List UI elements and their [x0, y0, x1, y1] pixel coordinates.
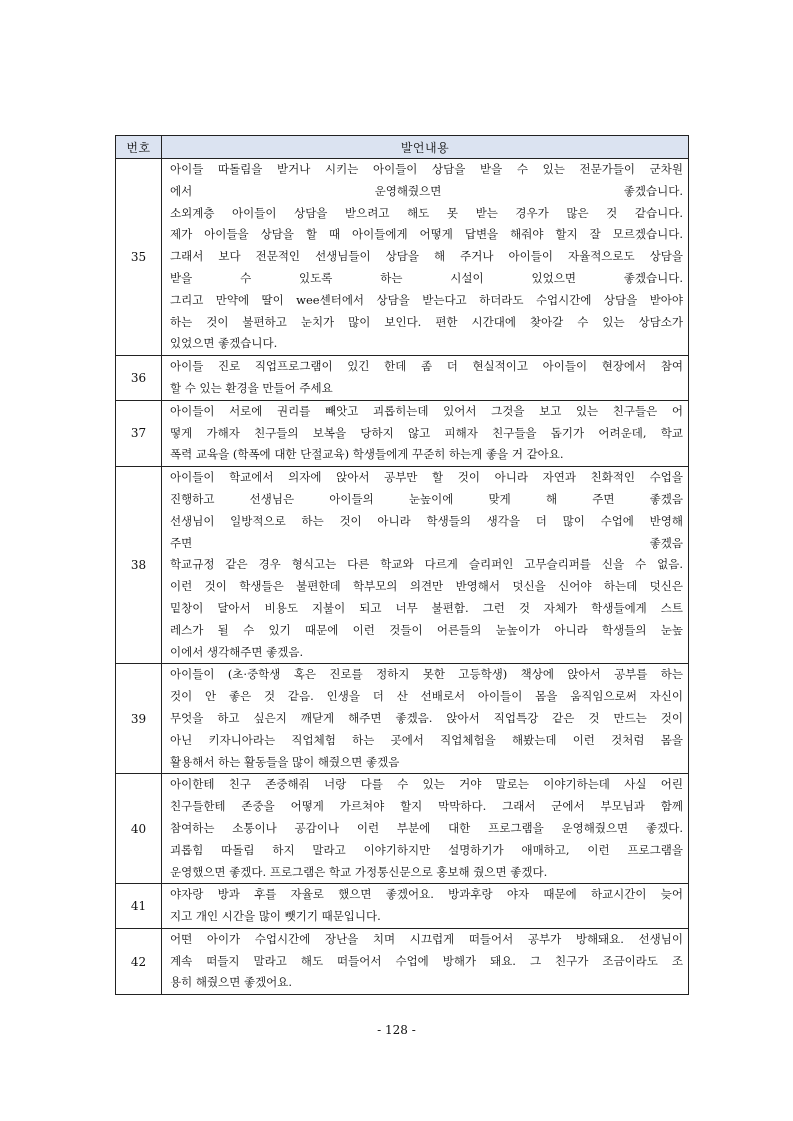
content-line: 아이들 진로 직업프로그램이 있긴 한데 좀 더 현실적이고 아이들이 현장에서 참여 — [170, 359, 683, 374]
table-body — [116, 159, 689, 995]
content-line: 밑창이 달아서 비용도 지불이 되고 너무 불편함. 그런 것 자체가 학생들에게 스트 — [170, 600, 683, 615]
content-line: 할 수 있는 환경을 만들어 주세요 — [170, 380, 333, 395]
content-line: 있었으면 좋겠습니다. — [170, 336, 278, 351]
content-line: 친구들한테 존중을 어떻게 가르쳐야 할지 막막하다. 그래서 군에서 부모님과 함께 — [170, 799, 683, 814]
content-line: 어떤 아이가 수업시간에 장난을 치며 시끄럽게 떠들어서 공부가 방해돼요. 선생님이 — [170, 931, 683, 946]
header-number: 번호 — [116, 136, 162, 159]
content-line: 아이들이 서로에 권리를 빼앗고 괴롭히는데 있어서 그것을 보고 있는 친구들은 어 — [170, 403, 683, 418]
content-line: 참여하는 소통이나 공감이나 이런 부분에 대한 프로그램을 운영해줬으면 좋겠다. — [170, 820, 683, 835]
row-number: 42 — [116, 928, 162, 994]
content-line: 하는 것이 불편하고 눈치가 많이 보인다. 편한 시간대에 찾아갈 수 있는 상담소가 — [170, 314, 683, 329]
table-row — [116, 467, 689, 664]
content-line: 받을 수 있도록 하는 시설이 있었으면 좋겠습니다. — [170, 270, 683, 285]
content-line: 폭력 교육을 (학폭에 대한 단절교육) 학생들에게 꾸준히 하는게 좋을 거 같아요. — [170, 447, 564, 462]
table-row — [116, 928, 689, 994]
table-row — [116, 400, 689, 466]
row-number: 39 — [116, 664, 162, 774]
row-content — [162, 400, 689, 466]
content-line: 그래서 보다 전문적인 선생님들이 상담을 해 주거나 아이들이 자율적으로도 상담을 — [170, 249, 683, 264]
content-line: 제가 아이들을 상담을 할 때 아이들에게 어떻게 답변을 해줘야 할지 잘 모르겠습니다. — [170, 227, 683, 242]
row-content — [162, 774, 689, 884]
row-content — [162, 664, 689, 774]
content-line: 지고 개인 시간을 많이 뺏기기 때문입니다. — [170, 909, 381, 924]
content-line: 아이들이 학교에서 의자에 앉아서 공부만 할 것이 아니라 자연과 친화적인 수업을 — [170, 470, 683, 485]
row-content — [162, 159, 689, 356]
page-number: - 128 - — [377, 1023, 416, 1037]
table-row — [116, 159, 689, 356]
content-line: 아이들이 (초·중학생 혹은 진로를 정하지 못한 고등학생) 책상에 앉아서 공부를 하는 — [170, 667, 683, 682]
content-line: 야자랑 방과 후를 자율로 했으면 좋겠어요. 방과후랑 야자 때문에 하교시간이 늦어 — [170, 887, 683, 902]
content-line: 떻게 가해자 친구들의 보복을 당하지 않고 피해자 친구들을 돕기가 어려운데, 학교 — [170, 425, 683, 440]
content-line: 이런 것이 학생들은 불편한데 학부모의 의견만 반영해서 덧신을 신어야 하는데 덧신은 — [170, 579, 683, 594]
row-number: 38 — [116, 467, 162, 664]
content-line: 소외계층 아이들이 상담을 받으려고 해도 못 받는 경우가 많은 것 같습니다. — [170, 205, 683, 220]
row-number: 41 — [116, 884, 162, 929]
row-content — [162, 356, 689, 401]
content-line: 선생님이 일방적으로 하는 것이 아니라 학생들의 생각을 더 많이 수업에 반영해 — [170, 513, 683, 528]
table-row — [116, 356, 689, 401]
row-content — [162, 467, 689, 664]
row-content — [162, 928, 689, 994]
content-line: 아이들 따돌림을 받거나 시키는 아이들이 상담을 받을 수 있는 전문가들이 군차원 — [170, 162, 683, 176]
header-content: 발언내용 — [162, 136, 689, 159]
row-number: 36 — [116, 356, 162, 401]
table-row — [116, 884, 689, 929]
content-line: 이에서 생각해주면 좋겠음. — [170, 644, 304, 659]
row-number: 35 — [116, 159, 162, 356]
content-line: 괴롭힘 따돌림 하지 말라고 이야기하지만 설명하기가 애매하고, 이런 프로그램을 — [170, 842, 683, 857]
content-line: 그리고 만약에 딸이 wee센터에서 상담을 받는다고 하더라도 수업시간에 상담을 받아야 — [170, 292, 683, 307]
content-line: 에서 운영해줬으면 좋겠습니다. — [170, 183, 683, 198]
table-row — [116, 774, 689, 884]
table-header-row — [116, 136, 689, 159]
content-line: 주면 좋겠음 — [170, 535, 683, 550]
row-number: 37 — [116, 400, 162, 466]
content-line: 활용해서 하는 활동들을 많이 해줬으면 좋겠음 — [170, 754, 400, 769]
content-line: 용히 해줬으면 좋겠어요. — [170, 975, 293, 990]
content-line: 계속 떠들지 말라고 해도 떠들어서 수업에 방해가 돼요. 그 친구가 조금이라도 조 — [170, 953, 683, 968]
content-line: 무엇을 하고 싶은지 깨닫게 해주면 좋겠음. 앉아서 직업특강 같은 것 만드는 것이 — [170, 710, 683, 725]
row-content — [162, 884, 689, 929]
table-row — [116, 664, 689, 774]
row-number: 40 — [116, 774, 162, 884]
content-line: 진행하고 선생님은 아이들의 눈높이에 맞게 해 주면 좋겠음 — [170, 491, 683, 506]
comments-table — [115, 135, 689, 995]
content-line: 학교규정 같은 경우 형식고는 다른 학교와 다르게 슬리퍼인 고무슬리퍼를 신을 수 없음. — [170, 557, 683, 572]
content-line: 운영했으면 좋겠다. 프로그램은 학교 가정통신문으로 홍보해 줬으면 좋겠다. — [170, 864, 548, 879]
content-line: 것이 안 좋은 것 같음. 인생을 더 산 선배로서 아이들이 몸을 움직임으로써 자신이 — [170, 689, 683, 704]
content-line: 아이한테 친구 존중해줘 너랑 다를 수 있는 거야 말로는 이야기하는데 사실 어린 — [170, 777, 683, 792]
content-line: 아닌 키자니아라는 직업체험 하는 곳에서 직업체험을 해봤는데 이런 것처럼 몸을 — [170, 732, 683, 747]
content-line: 레스가 될 수 있기 때문에 이런 것들이 어른들의 눈높이가 아니라 학생들의 눈높 — [170, 622, 683, 637]
